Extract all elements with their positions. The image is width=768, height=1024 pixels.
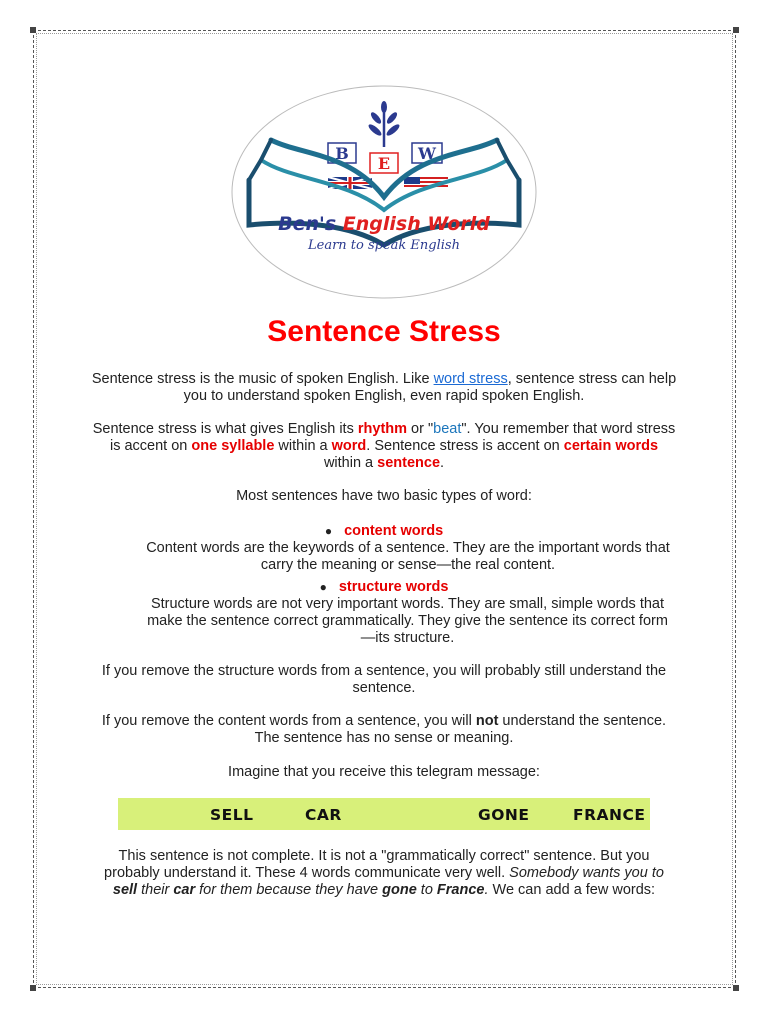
remove-structure-paragraph: If you remove the structure words from a sentence, you will probably still understand the sentence. [101, 663, 667, 696]
border-corner [30, 985, 36, 991]
rhythm-paragraph: Sentence stress is what gives English its rhythm or "beat". You remember that word stress is accent on one syllable within a word. Sentence stress is accent on certain words within a sentence. [92, 421, 676, 471]
border-corner [733, 27, 739, 33]
bens-english-world-logo [231, 85, 537, 300]
telegram-word: SELL [210, 806, 254, 824]
telegram-word: FRANCE [573, 806, 646, 824]
content-words-desc: Content words are the keywords of a sentence. They are the important words that carry the meaning or sense—the real content. [146, 540, 670, 573]
telegram-intro: Imagine that you receive this telegram message: [228, 764, 540, 780]
border-corner [733, 985, 739, 991]
structure-words-desc: Structure words are not very important words. They are small, simple words that make the sentence correct grammatically. They give the sentence its correct form—its structure. [147, 596, 668, 646]
telegram-word: GONE [478, 806, 530, 824]
remove-content-paragraph: If you remove the content words from a sentence, you will not understand the sentence. The sentence has no sense or meaning. [101, 713, 667, 746]
logo-letter-e: E [377, 154, 391, 173]
border-corner [30, 27, 36, 33]
logo-letter-w: W [418, 144, 436, 163]
logo-letter-b: B [335, 144, 349, 163]
logo-tagline: Learn to speak English [308, 238, 460, 253]
logo-name: Ben's English World [278, 213, 490, 235]
word-stress-link[interactable]: word stress [433, 371, 508, 387]
intro-paragraph: Sentence stress is the music of spoken English. Like word stress, sentence stress can help you to understand spoken English, even rapid spoken English. [91, 371, 677, 404]
telegram-explanation: This sentence is not complete. It is not a "grammatically correct" sentence. But you probably understand it. These 4 words communicate very well. Somebody wants you to sell their car for them because they have gone to France. We can add a few words: [104, 848, 664, 898]
content-words-bullet: ● content words [324, 523, 444, 539]
telegram-word: CAR [305, 806, 342, 824]
page-title: Sentence Stress [267, 315, 501, 348]
telegram-message [118, 798, 650, 830]
structure-words-bullet: ● structure words [319, 579, 449, 595]
types-intro: Most sentences have two basic types of word: [236, 488, 532, 504]
